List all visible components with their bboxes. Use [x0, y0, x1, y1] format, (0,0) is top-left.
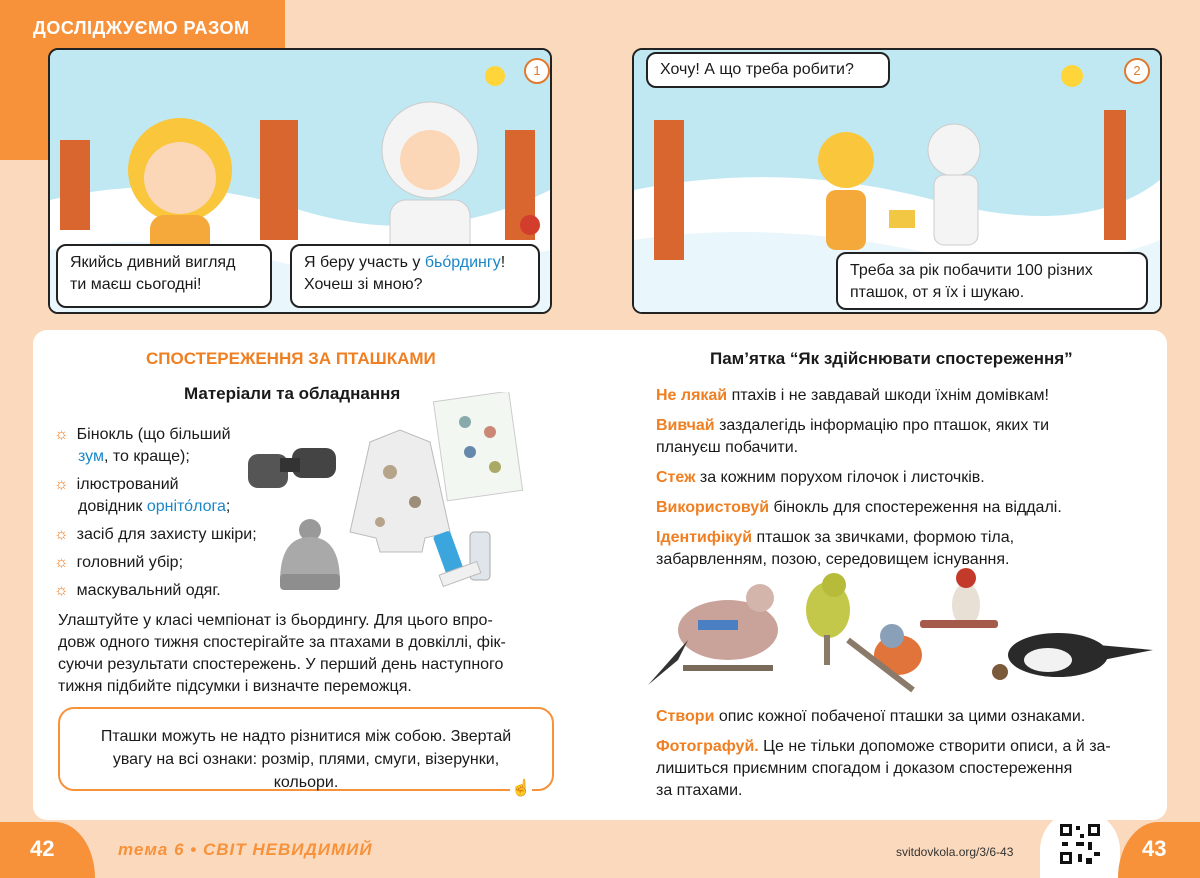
equipment-illustration — [240, 392, 530, 602]
section-label: ДОСЛІДЖУЄМО РАЗОМ — [33, 18, 250, 38]
sun-bullet-icon: ☼ — [54, 426, 69, 443]
tip-line: увагу на всі ознаки: розмір, плями, смуги, візерунки, кольори. — [112, 751, 500, 791]
paragraph-line: Улаштуйте у класі чемпіонат із бьордингу. Для цього впро- — [58, 612, 493, 629]
bubble-line: Хочу! А що треба робити? — [660, 61, 854, 78]
chaffinch-bird-image — [848, 624, 922, 690]
memo-list-bottom — [656, 706, 1156, 810]
bubble-line: Я беру участь у бьо́рдингу! — [304, 254, 506, 271]
list-item: ☼ головний убір; — [54, 554, 184, 571]
memo-title: Пам’ятка “Як здійснювати спостереження” — [710, 349, 1073, 368]
jay-bird-image — [648, 584, 778, 685]
paragraph-line: суючи результати спостережень. У перший день наступного — [58, 656, 504, 673]
memo-item: Стеж за кожним порухом гілочок і листочків. — [656, 469, 985, 486]
memo-item: Фотографуй. Це не тільки допоможе створити описи, а й за- лишиться приємним спогадом і доказом спостереження за птахами. — [656, 738, 1111, 799]
championship-paragraph — [58, 610, 558, 698]
knit-hat-image — [280, 519, 340, 590]
birds-photo — [648, 560, 1156, 700]
bubble-line: ти маєш сьогодні! — [70, 276, 202, 293]
siskin-bird-image — [806, 573, 850, 665]
paragraph-line: тижня підбийте підсумки і визначте переможця. — [58, 678, 412, 695]
materials-title: Матеріали та обладнання — [184, 384, 401, 403]
sun-bullet-icon: ☼ — [54, 582, 69, 599]
list-item: ☼ маскувальний одяг. — [54, 582, 221, 599]
speech-bubble-boy-1 — [290, 244, 540, 308]
list-item: ☼ ілюстрований — [54, 476, 179, 493]
resource-url[interactable]: svitdovkola.org/3/6-43 — [896, 845, 1014, 859]
panel-number-2: 2 — [1124, 58, 1150, 84]
qr-code-icon[interactable] — [1058, 822, 1102, 866]
memo-item: Створи опис кожної побаченої пташки за цими ознаками. — [656, 708, 1086, 725]
bubble-line: Треба за рік побачити 100 різних — [850, 262, 1093, 279]
ornithologist-term-link[interactable]: орніто́лога — [146, 498, 226, 515]
page-number-left: 42 — [0, 822, 95, 878]
memo-item: Не лякай птахів і не завдавай шкоди їхнім домівкам! — [656, 387, 1049, 404]
bubble-line: пташок, от я їх і шукаю. — [850, 284, 1025, 301]
birding-term-link[interactable]: бьо́рдингу — [424, 254, 501, 271]
tip-box — [58, 707, 554, 791]
memo-list-top — [656, 385, 1146, 579]
list-item: зум, то краще); — [78, 448, 190, 465]
magpie-bird-image — [992, 633, 1153, 680]
memo-item: Використовуй бінокль для спостереження на віддалі. — [656, 499, 1062, 516]
sun-bullet-icon: ☼ — [54, 554, 69, 571]
left-column-title: СПОСТЕРЕЖЕННЯ ЗА ПТАШКАМИ — [146, 349, 436, 368]
speech-bubble-boy-2 — [836, 252, 1148, 310]
bubble-line: Якийсь дивний вигляд — [70, 254, 236, 271]
zoom-term-link[interactable]: зум — [78, 448, 104, 465]
goldfinch-bird-image — [920, 568, 998, 628]
pointing-hand-icon: ☝ — [510, 778, 532, 800]
paragraph-line: довж одного тижня спостерігайте за птахами в довкіллі, фік- — [58, 634, 506, 651]
speech-bubble-girl-1 — [56, 244, 272, 308]
skin-protection-image — [433, 530, 490, 586]
speech-bubble-girl-2 — [646, 52, 890, 88]
sun-bullet-icon: ☼ — [54, 476, 69, 493]
list-item: ☼ засіб для захисту шкіри; — [54, 526, 257, 543]
sun-bullet-icon: ☼ — [54, 526, 69, 543]
tip-line: Пташки можуть не надто різнитися між собою. Звертай — [100, 728, 512, 745]
page-number-right: 43 — [1118, 822, 1200, 878]
camouflage-jacket-image — [350, 430, 450, 552]
memo-item: Ідентифікуй пташок за звичками, формою тіла, забарвленням, позою, середовищем існування. — [656, 529, 1015, 568]
list-item: довідник орніто́лога; — [78, 498, 231, 515]
topic-label: тема 6 • СВІТ НЕВИДИМИЙ — [118, 840, 373, 859]
memo-item: Вивчай заздалегідь інформацію про пташок, яких ти плануєш побачити. — [656, 417, 1050, 456]
binoculars-image — [248, 448, 336, 488]
list-item: ☼ Бінокль (що більший — [54, 426, 231, 443]
bubble-line: Хочеш зі мною? — [304, 276, 423, 293]
bird-guide-book-image — [433, 392, 522, 501]
panel-number-1: 1 — [524, 58, 550, 84]
